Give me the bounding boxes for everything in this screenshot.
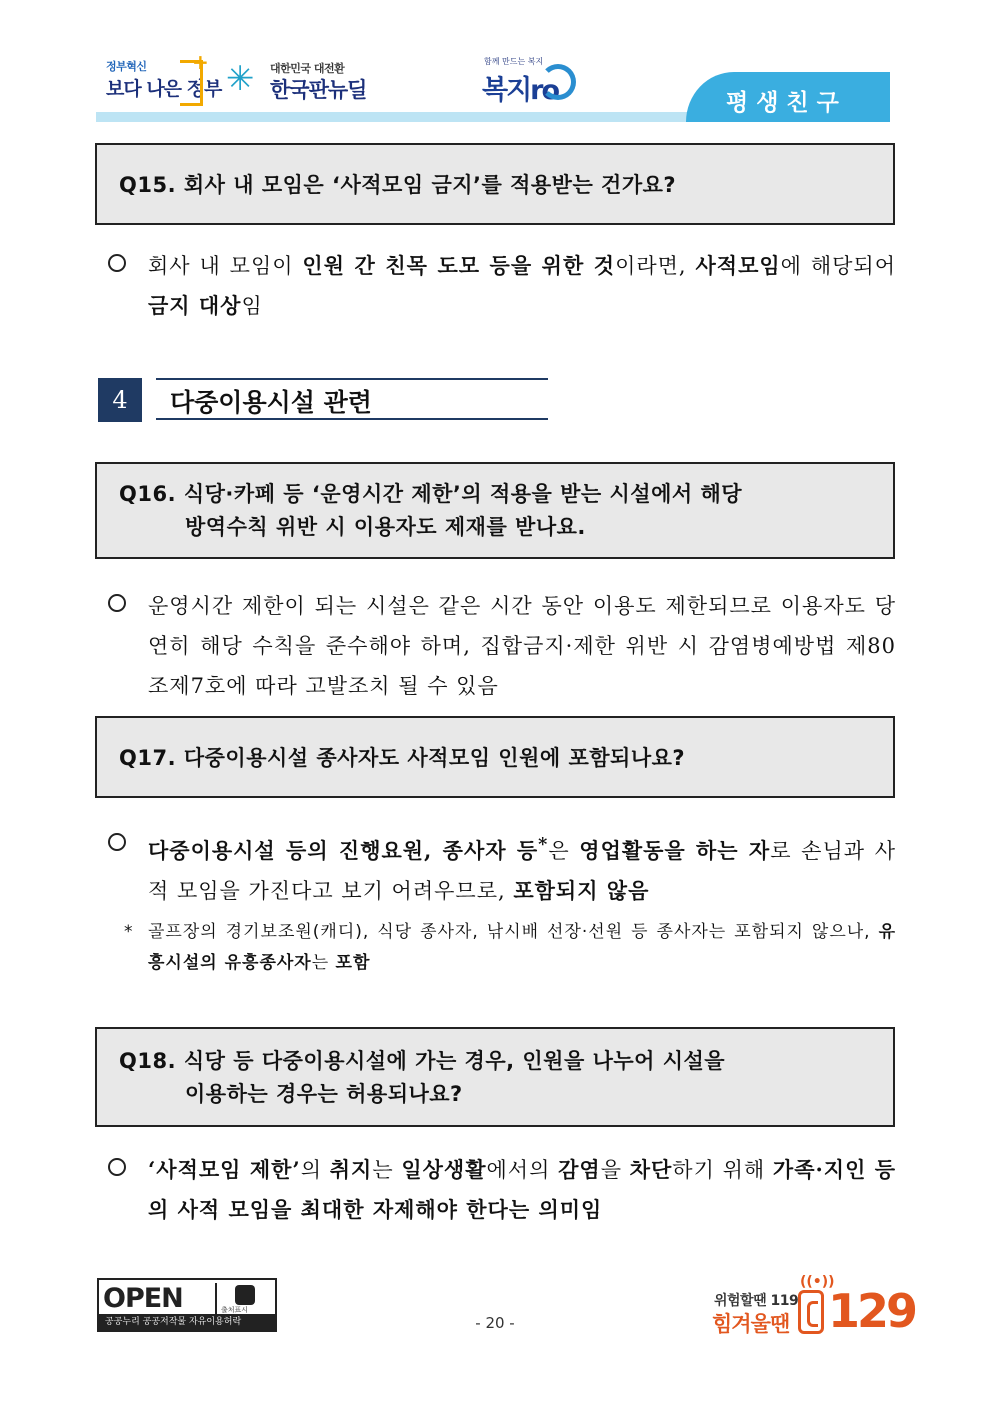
answer-body [108, 1150, 896, 1230]
hotline-129-logo [708, 1274, 916, 1338]
logo1-plus-icon: + [192, 50, 209, 74]
circle-bullet-icon [108, 254, 126, 272]
section-number: 4 [98, 378, 142, 422]
korean-new-deal-logo [224, 56, 374, 108]
emphasis-text: 가족·지인 등의 사적 모임을 최대한 자제해야 한다는 의미임 [148, 1157, 897, 1222]
emphasis-text: 포함되지 않음 [513, 878, 650, 903]
new-deal-star-icon: ✳ [226, 59, 255, 99]
bokjiro-logo [480, 56, 580, 108]
license-strip: 공공누리 공공저작물 자유이용허락 [99, 1314, 275, 1330]
emphasis-text: 다중이용시설 등의 진행요원, 종사자 등 [148, 838, 539, 863]
bokjiro-arc-icon [540, 64, 576, 100]
section-title: 다중이용시설 관련 [170, 388, 372, 417]
footnote-q17 [124, 917, 896, 979]
logo3-big-text: 복지ro [482, 75, 559, 106]
body-text: 하기 위해 [672, 1158, 773, 1182]
question-text: Q17. 다중이용시설 종사자도 사적모임 인원에 포함되나요? [119, 746, 686, 770]
hotline-line2: 힘겨울땐 [712, 1312, 790, 1336]
attribution-label: 출처표시 [221, 1306, 249, 1314]
emphasis-text: 감염 [558, 1157, 601, 1182]
question-text: Q15. 회사 내 모임은 ‘사적모임 금지’를 적용받는 건가요? [119, 173, 677, 197]
emphasis-text: 포함 [335, 953, 371, 973]
hotline-number: 129 [828, 1284, 916, 1338]
body-text: 에 해당되어 [780, 254, 896, 278]
answer-body [108, 246, 896, 326]
body-text: 골프장의 경기보조원(캐디), 식당 종사자, 낚시배 선장·선원 등 종사자는 포함되지 않으나, [148, 922, 879, 942]
logo2-big-text: 한국판뉴딜 [270, 78, 367, 102]
question-box-q17 [95, 716, 895, 798]
emphasis-text: 일상생활 [401, 1157, 487, 1182]
question-text [119, 478, 881, 544]
emphasis-text: 차단 [629, 1157, 673, 1182]
hotline-line1: 위험할땐 119 [714, 1293, 799, 1309]
answer-q16 [108, 586, 896, 706]
emphasis-text: 영업활동을 하는 자 [579, 838, 771, 863]
emphasis-text: ‘사적모임 제한’ [148, 1157, 301, 1182]
logo2-small-text: 대한민국 대전환 [270, 62, 345, 75]
answer-q18 [108, 1150, 896, 1230]
question-box-q16 [95, 462, 895, 559]
circle-bullet-icon [108, 594, 126, 612]
attribution-box [215, 1283, 273, 1315]
body-text: 은 [548, 839, 580, 863]
question-line1: Q18. 식당 등 다중이용시설에 가는 경우, 인원을 나누어 시설을 [119, 1049, 726, 1073]
body-text: 이라면, [615, 254, 696, 278]
question-box-q15 [95, 143, 895, 225]
kogl-open-license-badge [97, 1278, 277, 1332]
emphasis-text: 인원 간 친목 도모 등을 위한 것 [302, 253, 616, 278]
logo3-small-text: 함께 만드는 복지 [484, 57, 544, 66]
footnote-marker: * [124, 922, 134, 942]
body-text: 로 손님과 사적 모임을 가진다고 보기 어려우므로, [148, 839, 896, 903]
emphasis-text: 취지 [329, 1157, 373, 1182]
body-text: 는 [311, 953, 336, 973]
body-text: 는 [372, 1158, 402, 1182]
signal-waves-icon: ((•)) [800, 1274, 835, 1290]
question-line2: 방역수칙 위반 시 이용자도 제재를 받나요. [185, 515, 586, 539]
person-icon [235, 1285, 255, 1305]
header-tab [686, 72, 890, 122]
answer-body [108, 825, 896, 911]
body-text: 을 [600, 1158, 630, 1182]
logo1-small-text: 정부혁신 [106, 60, 147, 73]
body-text: 회사 내 모임이 [148, 254, 303, 278]
question-box-q18 [95, 1027, 895, 1127]
circle-bullet-icon [108, 1158, 126, 1176]
answer-body: 운영시간 제한이 되는 시설은 같은 시간 동안 이용도 제한되므로 이용자도 당연히 해당 수칙을 준수해야 하며, 집합금지·제한 위반 시 감염병예방법 제80조제7호에 따라 고발조치 될 수 있음 [148, 594, 896, 698]
emphasis-text: * [538, 835, 549, 855]
gov-innovation-logo [104, 50, 222, 108]
body-text: 임 [241, 294, 263, 318]
header-tab-label: 평생친구 [726, 90, 847, 116]
emphasis-text: 사적모임 [695, 253, 781, 278]
phone-icon [798, 1290, 824, 1334]
page-number: - 20 - [475, 1314, 515, 1332]
answer-q15 [108, 246, 896, 326]
question-line1: Q16. 식당·카페 등 ‘운영시간 제한’의 적용을 받는 시설에서 해당 [119, 482, 743, 506]
body-text: 의 [300, 1158, 330, 1182]
question-text [119, 1045, 881, 1111]
footnote-body [124, 917, 896, 979]
section-title-box [156, 378, 548, 420]
open-word: OPEN [103, 1283, 183, 1314]
question-line2: 이용하는 경우는 허용되나요? [185, 1082, 463, 1106]
circle-bullet-icon [108, 833, 126, 851]
answer-q17 [108, 825, 896, 911]
emphasis-text: 유흥시설의 유흥종사자 [148, 922, 896, 973]
body-text: 에서의 [486, 1158, 559, 1182]
logo1-big-text: 보다 나은 정부 [106, 78, 222, 100]
emphasis-text: 금지 대상 [148, 293, 242, 318]
